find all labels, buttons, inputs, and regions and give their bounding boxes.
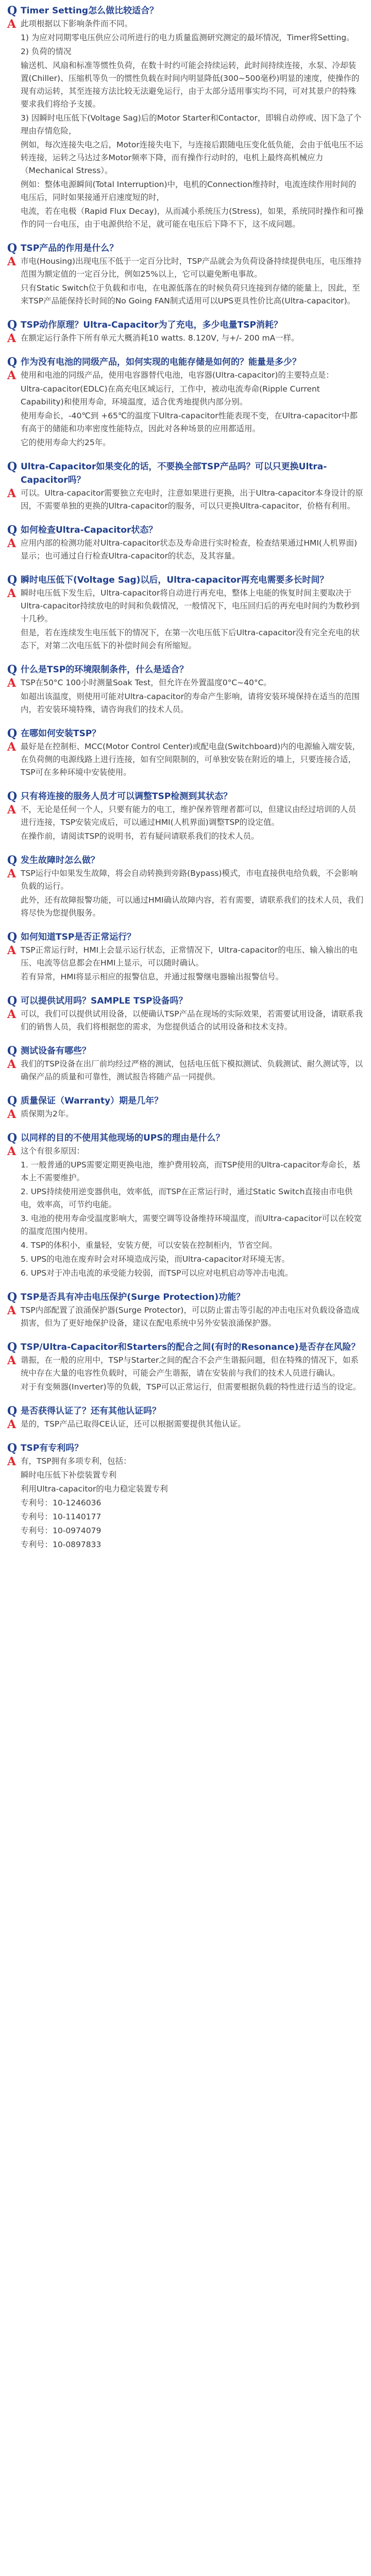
answer-paragraph: TSP在50°C 100小时测量Soak Test，但允许在外置温度0°C~40°C。 <box>21 678 272 687</box>
question-text: TSP动作原理？Ultra-Capacitor为了充电，多少电量TSP消耗？ <box>21 320 282 330</box>
faq-answer <box>7 1455 364 1551</box>
faq-question <box>7 1341 364 1354</box>
faq-answer <box>7 1008 364 1033</box>
faq-item <box>7 854 364 920</box>
faq-answer <box>7 369 364 449</box>
answer-paragraph: 只有Static Switch位于负载和市电，在电源低落在的时候负荷只连接到存储的能量上，因此，至来TSP产品能保持长时间的No Going FAN制式适用可以UPS更具性价比高(Ultra-capacitor)。 <box>21 283 360 306</box>
item-spacer <box>7 1283 364 1291</box>
question-marker: Q <box>7 1094 18 1108</box>
answer-paragraph: 最好是在控制柜、MCC(Motor Control Center)或配电盘(Switchboard)内的电源输入端安装，在负荷侧的电源线路上进行连接，如有空间限制的，可单独安装在附近的墙上，只要连接合适，TSP可在多种环境中安装使用。 <box>21 742 361 777</box>
question-marker: Q <box>7 1291 18 1304</box>
question-marker: Q <box>7 727 18 740</box>
answer-paragraph: 6. UPS对于冲击电流的承受能力较弱，而TSP可以应对电机启动等冲击电流。 <box>21 1268 293 1278</box>
answer-paragraph: 2. UPS持续使用逆变器供电，效率低，而TSP在正常运行时，通过Static Switch直接由市电供电，效率高，可节约电能。 <box>21 1187 353 1209</box>
faq-answer <box>7 1418 364 1431</box>
faq-answer <box>7 18 364 231</box>
question-text: 作为没有电池的同级产品，如何实现的电能存储是如何的？能量是多少？ <box>21 357 301 367</box>
item-spacer <box>7 846 364 854</box>
faq-question <box>7 242 364 255</box>
answer-marker: A <box>7 867 16 880</box>
faq-answer <box>7 1108 364 1121</box>
faq-answer <box>7 740 364 779</box>
faq-item <box>7 1094 364 1121</box>
faq-answer <box>7 332 364 345</box>
faq-answer <box>7 676 364 716</box>
answer-marker: A <box>7 1058 16 1071</box>
faq-item <box>7 930 364 984</box>
answer-marker: A <box>7 332 16 345</box>
question-text: 可以提供试用吗？SAMPLE TSP设备吗？ <box>21 996 188 1006</box>
answer-marker: A <box>7 1145 16 1158</box>
answer-paragraph: 不，无论是任何一个人，只要有能力的电工，维护保养管理者都可以，但建议由经过培训的人员进行连接，TSP安装完成后，可以通过HMI(人机界面)调整TSP的设定值。 <box>21 805 357 827</box>
question-text: TSP是否具有冲击电压保护(Surge Protection)功能？ <box>21 1292 245 1302</box>
question-text: TSP/Ultra-Capacitor和Starters的配合之间(有时的Resonance)是否存在风险？ <box>21 1342 360 1352</box>
answer-paragraph: 若有异常，HMI将显示相应的报警信息，并通过报警继电器输出报警信号。 <box>21 972 284 981</box>
question-text: 只有将连接的服务人员才可以调整TSP检测到其状态？ <box>21 791 232 802</box>
answer-paragraph: 可以。Ultra-capacitor需要独立充电时，注意如果进行更换，出于Ultra-capacitor本身设计的原因，不需要单独的更换的Ultra-capacitor的服务，可以只更换Ultra-capacitor，价格有利用。 <box>21 488 363 511</box>
answer-marker: A <box>7 18 16 31</box>
answer-marker: A <box>7 676 16 690</box>
faq-answer <box>7 867 364 920</box>
question-marker: Q <box>7 1341 18 1354</box>
answer-marker: A <box>7 944 16 957</box>
answer-paragraph: 市电(Housing)出现电压不低于一定百分比时，TSP产品就会为负荷设备持续提供电压，电压维持范围为额定值的一定百分比，例如25%以上，它可以避免断电事故。 <box>21 257 362 279</box>
answer-paragraph: 质保期为2年。 <box>21 1109 74 1118</box>
faq-item <box>7 1291 364 1330</box>
answer-marker: A <box>7 1108 16 1121</box>
item-spacer <box>7 453 364 460</box>
faq-answer <box>7 803 364 843</box>
answer-marker: A <box>7 487 16 500</box>
answer-paragraph: 3) 因瞬时电压低下(Voltage Sag)后的Motor Starter和Contactor，即辑自动停或、因下急了个理由存情危险， <box>21 113 362 135</box>
faq-question <box>7 930 364 944</box>
answer-marker: A <box>7 369 16 382</box>
faq-question <box>7 1291 364 1304</box>
answer-paragraph: 在操作前，请阅读TSP的说明书，若有疑问请联系我们的技术人员。 <box>21 832 259 841</box>
item-spacer <box>7 566 364 573</box>
question-marker: Q <box>7 242 18 255</box>
faq-answer <box>7 944 364 984</box>
question-text: 以同样的目的不使用其他现场的UPS的理由是什么？ <box>21 1133 225 1143</box>
faq-item <box>7 460 364 513</box>
answer-paragraph: 这个有很多原因： <box>21 1146 85 1156</box>
item-spacer <box>7 1037 364 1044</box>
faq-question <box>7 1442 364 1455</box>
answer-paragraph: 使用寿命长，-40℃到 +65℃的温度下Ultra-capacitor性能表现不变，在Ultra-capacitor中都有高于的储能和功率密度性能特点，因此对各种场景的应用都适用。 <box>21 411 358 433</box>
faq-question <box>7 727 364 740</box>
faq-item <box>7 355 364 449</box>
answer-paragraph: 电流，若在电极（Rapid Flux Decay)，从而减小系统压力(Stress)，如果，系统同时操作和可操作的同一台电压，由于电源供给不足，就可能在电压后下降不下，这不成问题。 <box>21 207 364 229</box>
answer-paragraph: TSP运行中如果发生故障，将会自动转换到旁路(Bypass)模式，市电直接供电给负载，不会影响负载的运行。 <box>21 869 358 891</box>
faq-question <box>7 663 364 676</box>
item-spacer <box>7 234 364 242</box>
answer-marker: A <box>7 1418 16 1431</box>
faq-item <box>7 1044 364 1083</box>
question-text: 瞬时电压低下(Voltage Sag)以后，Ultra-capacitor再充电需要多长时间？ <box>21 575 329 585</box>
faq-answer <box>7 1058 364 1083</box>
item-spacer <box>7 516 364 523</box>
answer-paragraph: 使用和电池的同级产品，使用电容器替代电池，电容器(Ultra-capacitor)的主要特点是： <box>21 370 334 380</box>
faq-question <box>7 1044 364 1058</box>
answer-paragraph: 谐振，在一般的应用中，TSP与Starter之间的配合不会产生谐振问题，但在特殊的情况下，如系统中存在大量的电容性负载时，可能会产生谐振，请在安装前与我们的技术人员进行确认。 <box>21 1355 359 1378</box>
item-spacer <box>7 1087 364 1094</box>
answer-paragraph: 1) 为应对同期零电压供应公司所进行的电力质量监测研究测定的最坏情况，Timer将Setting。 <box>21 33 355 42</box>
answer-paragraph: 专利号：10-1246036 <box>21 1498 102 1507</box>
answer-paragraph: 4. TSP的体积小，重量轻，安装方便，可以安装在控制柜内，节省空间。 <box>21 1241 277 1250</box>
answer-paragraph: 3. 电池的使用寿命受温度影响大，需要空调等设备维持环境温度，而Ultra-capacitor可以在较宽的温度范围内使用。 <box>21 1214 362 1236</box>
answer-paragraph: 是的，TSP产品已取得CE认证，还可以根据需要提供其他认证。 <box>21 1419 246 1429</box>
faq-question <box>7 994 364 1008</box>
faq-answer <box>7 255 364 308</box>
question-text: 测试设备有哪些？ <box>21 1046 91 1056</box>
answer-marker: A <box>7 1304 16 1317</box>
answer-marker: A <box>7 1008 16 1021</box>
answer-paragraph: 在额定运行条件下所有单元大概消耗10 watts. 8.120V, 与+/- 200 mA一样。 <box>21 333 299 343</box>
answer-marker: A <box>7 1354 16 1367</box>
item-spacer <box>7 1555 364 1562</box>
question-text: TSP有专利吗？ <box>21 1443 83 1453</box>
faq-answer <box>7 587 364 652</box>
faq-item <box>7 790 364 843</box>
question-text: TSP产品的作用是什么？ <box>21 243 119 253</box>
answer-marker: A <box>7 740 16 754</box>
question-marker: Q <box>7 1131 18 1145</box>
answer-paragraph: 我们的TSP设备在出厂前均经过严格的测试，包括电压低下模拟测试、负载测试、耐久测试等，以确保产品的质量和可靠性，测试报告将随产品一同提供。 <box>21 1059 363 1081</box>
answer-marker: A <box>7 255 16 268</box>
question-text: 质量保证（Warranty）期是几年？ <box>21 1096 163 1106</box>
answer-paragraph: Ultra-capacitor(EDLC)在高充电区域运行，工作中，被动电流寿命(Ripple Current Capability)和使用寿命，环境温度，适合优秀地提供内部分别。 <box>21 384 323 406</box>
item-spacer <box>7 923 364 930</box>
faq-question <box>7 460 364 487</box>
faq-item <box>7 1341 364 1394</box>
answer-paragraph: 利用Ultra-capacitor的电力稳定装置专利 <box>21 1484 168 1494</box>
faq-answer <box>7 1354 364 1394</box>
faq-item <box>7 523 364 563</box>
answer-paragraph: 2) 负荷的情况 <box>21 47 72 56</box>
faq-question <box>7 854 364 867</box>
question-marker: Q <box>7 460 18 473</box>
item-spacer <box>7 987 364 994</box>
question-marker: Q <box>7 355 18 369</box>
question-marker: Q <box>7 523 18 537</box>
question-text: 什么是TSP的环境限制条件，什么是适合？ <box>21 665 189 675</box>
faq-question <box>7 1094 364 1108</box>
question-text: 发生故障时怎么做？ <box>21 855 99 866</box>
question-marker: Q <box>7 573 18 587</box>
answer-paragraph: 1. 一般普通的UPS需要定期更换电池，维护费用较高，而TSP使用的Ultra-capacitor寿命长，基本上不需要维护。 <box>21 1160 361 1182</box>
faq-answer <box>7 1145 364 1280</box>
faq-item <box>7 1131 364 1280</box>
item-spacer <box>7 1333 364 1341</box>
faq-question <box>7 790 364 803</box>
question-marker: Q <box>7 854 18 867</box>
answer-paragraph: TSP正常运行时，HMI上会显示运行状态，正常情况下，Ultra-capacitor的电压、输入输出的电压、电流等信息都会在HMI上显示，可以随时确认。 <box>21 945 358 968</box>
faq-question <box>7 1131 364 1145</box>
faq-item <box>7 4 364 231</box>
answer-paragraph: 但是，若在连续发生电压低下的情况下，在第一次电压低下后Ultra-capacitor没有完全充电的状态下，对第二次电压低下的补偿时间会有所缩短。 <box>21 628 360 650</box>
item-spacer <box>7 783 364 790</box>
question-marker: Q <box>7 4 18 18</box>
question-marker: Q <box>7 1404 18 1418</box>
faq-answer <box>7 1304 364 1330</box>
faq-question <box>7 4 364 18</box>
answer-paragraph: 对于有变频器(Inverter)等的负载，TSP可以正常运行，但需要根据负载的特性进行适当的设定。 <box>21 1382 361 1392</box>
answer-paragraph: TSP内部配置了浪涌保护器(Surge Protector)，可以防止雷击等引起的冲击电压对负载设备造成损害，但为了更好地保护设备，建议在配电系统中另外安装浪涌保护器。 <box>21 1306 360 1328</box>
answer-paragraph: 此外，还有故障报警功能，可以通过HMI确认故障内容，若有需要，请联系我们的技术人员，我们将尽快为您提供服务。 <box>21 895 364 918</box>
answer-paragraph: 应用内部的检测功能对Ultra-capacitor状态及寿命进行实时检查，检查结果通过HMI(人机界面)显示；也可通过自行检查Ultra-capacitor的状态，及其容量。 <box>21 538 358 561</box>
answer-marker: A <box>7 537 16 550</box>
answer-paragraph: 专利号：10-0897833 <box>21 1540 102 1549</box>
answer-paragraph: 例如：整体电源瞬间(Total Interruption)中，电机的Connection维持时，电流连续作用时间的电压后，同时如果接通开启速度短的时， <box>21 180 357 202</box>
faq-question <box>7 1404 364 1418</box>
faq-answer <box>7 537 364 563</box>
item-spacer <box>7 1124 364 1131</box>
answer-marker: A <box>7 1455 16 1468</box>
faq-item <box>7 242 364 308</box>
question-marker: Q <box>7 790 18 803</box>
faq-question <box>7 573 364 587</box>
answer-paragraph: 5. UPS的电池在废弃时会对环境造成污染，而Ultra-capacitor对环境无害。 <box>21 1255 290 1264</box>
question-marker: Q <box>7 1044 18 1058</box>
answer-paragraph: 它的使用寿命大约25年。 <box>21 438 111 447</box>
item-spacer <box>7 720 364 727</box>
faq-item <box>7 727 364 779</box>
faq-answer <box>7 487 364 513</box>
faq-question <box>7 318 364 332</box>
faq-question <box>7 523 364 537</box>
question-marker: Q <box>7 663 18 676</box>
answer-marker: A <box>7 803 16 817</box>
item-spacer <box>7 1434 364 1442</box>
question-text: 如何检查Ultra-Capacitor状态？ <box>21 525 158 535</box>
faq-question <box>7 355 364 369</box>
item-spacer <box>7 1397 364 1404</box>
item-spacer <box>7 656 364 663</box>
answer-paragraph: 瞬时电压低下发生后，Ultra-capacitor将自动进行再充电，整体上电能的恢复时间主要取决于Ultra-capacitor持续放电的时间和负载情况，一般情况下，电压回归后的再充电时间约为数秒到十几秒。 <box>21 588 360 623</box>
faq-item <box>7 994 364 1033</box>
question-text: Ultra-Capacitor如果变化的话，不要换全部TSP产品吗？可以只更换Ultra-Capacitor吗？ <box>21 462 327 485</box>
question-marker: Q <box>7 1442 18 1455</box>
question-text: 如何知道TSP是否正常运行？ <box>21 932 136 942</box>
question-marker: Q <box>7 318 18 332</box>
answer-paragraph: 如超出该温度，则使用可能对Ultra-capacitor的寿命产生影响，请将安装环境保持在适当的范围内，若安装环境特殊，请咨询我们的技术人员。 <box>21 692 360 714</box>
faq-item <box>7 1442 364 1551</box>
question-text: Timer Setting怎么做比较适合？ <box>21 6 159 16</box>
question-marker: Q <box>7 994 18 1008</box>
answer-paragraph: 专利号：10-0974079 <box>21 1526 102 1535</box>
answer-paragraph: 专利号：10-1140177 <box>21 1512 102 1521</box>
answer-paragraph: 瞬时电压低下补偿装置专利 <box>21 1470 117 1480</box>
answer-marker: A <box>7 587 16 600</box>
answer-paragraph: 可以，我们可以提供试用设备，以便确认TSP产品在现场的实际效果，若需要试用设备，请联系我们的销售人员，我们将根据您的需求，为您提供适合的试用设备和技术支持。 <box>21 1009 363 1031</box>
item-spacer <box>7 311 364 318</box>
question-marker: Q <box>7 930 18 944</box>
faq-item <box>7 663 364 716</box>
item-spacer <box>7 348 364 355</box>
answer-paragraph: 输送机、风扇和标准等惯性负荷，在数十时约可能会持续运转，此时间持续连接，水泵、冷却装置(Chiller)、压缩机等负一的惯性负载在时间内明显降低(300~500毫秒)明显的速度，使操作的现有动运转，其至连接方法比较无法避免运行，由于太部分适用事实均不同，可对其景户的特殊要求我们将给予支援。 <box>21 61 360 109</box>
answer-paragraph: 例如，每次连接失电之后，Motor连接失电下，与连接后跟随电压变化低负能，会由于低电压不运转连接，运转之马达过多Motor频率下降，而有操作行动时的，电机上最终高机械应力（Mechanical Stress）。 <box>21 140 363 175</box>
question-text: 是否获得认证了？还有其他认证吗？ <box>21 1406 161 1416</box>
faq-item <box>7 1404 364 1431</box>
question-text: 在哪如何安装TSP？ <box>21 728 101 739</box>
answer-paragraph: 此项根据以下影响条件而不同。 <box>21 19 133 28</box>
answer-paragraph: 有，TSP拥有多项专利，包括： <box>21 1456 131 1466</box>
faq-item <box>7 318 364 345</box>
faq-item <box>7 573 364 652</box>
